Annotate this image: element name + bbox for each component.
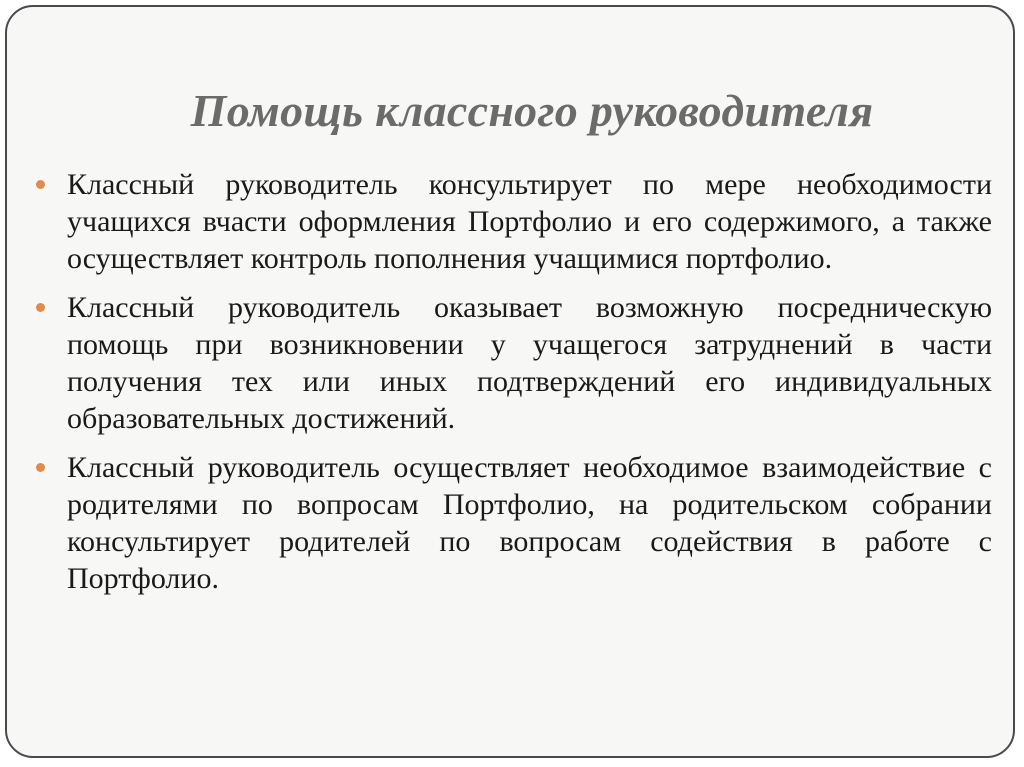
list-item: [36, 449, 992, 597]
bullet-dot-icon: [36, 463, 45, 472]
list-item: [36, 289, 992, 437]
bullet-dot-icon: [36, 180, 45, 189]
list-item-text: Классный руководитель осуществляет необходимое взаимодействие с родителями по вопросам Портфолио, на родительском собрании консультирует родителей по вопросам содействия в работе с Портфолио.: [67, 451, 992, 595]
list-item-text: Классный руководитель оказывает возможную посредническую помощь при возникновении у учащегося затруднений в части получения тех или иных подтверждений его индивидуальных образовательных достижений.: [67, 291, 992, 435]
bullet-list: [36, 166, 992, 609]
bullet-dot-icon: [36, 303, 45, 312]
slide-title: Помощь классного руководителя: [190, 85, 874, 136]
list-item-text: Классный руководитель консультирует по мере необходимости учащихся вчасти оформления Портфолио и его содержимого, а также осуществляет контроль пополнения учащимися портфолио.: [67, 168, 992, 275]
list-item: [36, 166, 992, 277]
